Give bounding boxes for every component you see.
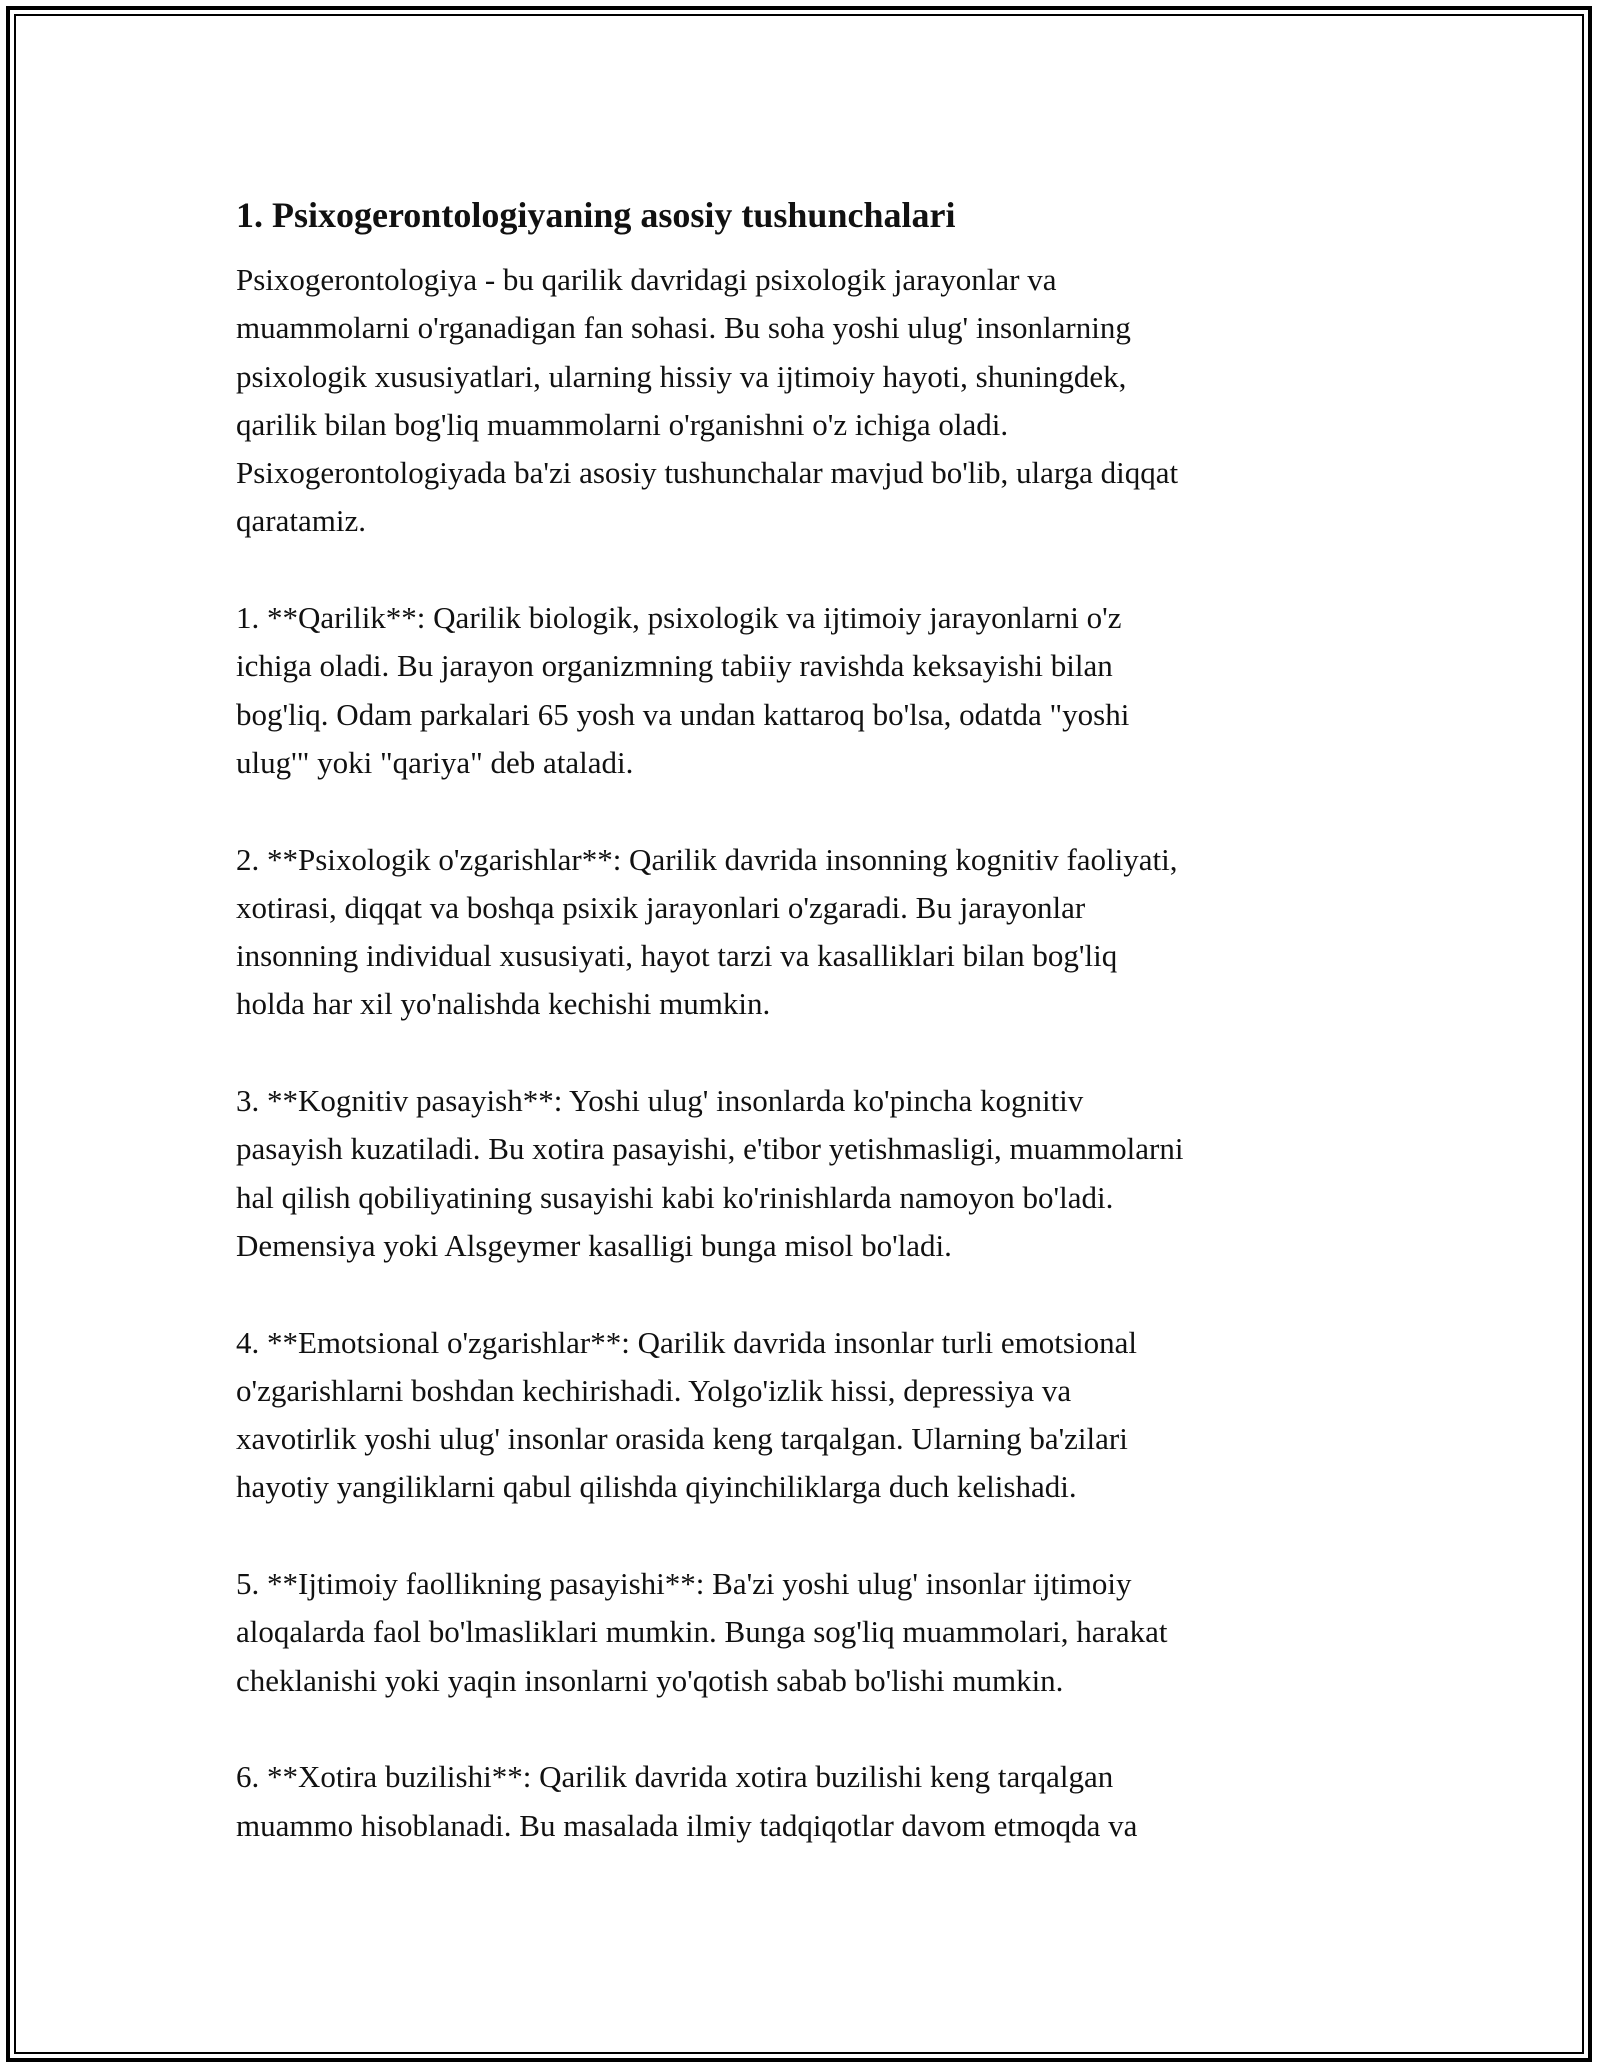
text-line: bog'liq. Odam parkalari 65 yosh va undan kattaroq bo'lsa, odatda "yoshi — [236, 696, 1130, 732]
text-line: o'zgarishlarni boshdan kechirishadi. Yolgo'izlik hissi, depressiya va — [236, 1372, 1072, 1408]
paragraph-item-6 — [236, 1753, 1366, 1850]
paragraph-item-2 — [236, 836, 1366, 1029]
text-line: Psixogerontologiyada ba'zi asosiy tushunchalar mavjud bo'lib, ularga diqqat — [236, 455, 1179, 491]
text-line: 6. **Xotira buzilishi**: Qarilik davrida xotira buzilishi keng tarqalgan — [236, 1759, 1114, 1795]
text-line: muammo hisoblanadi. Bu masalada ilmiy tadqiqotlar davom etmoqda va — [236, 1807, 1138, 1843]
paragraph-intro — [236, 256, 1366, 546]
text-line: hayotiy yangiliklarni qabul qilishda qiyinchiliklarga duch kelishadi. — [236, 1469, 1077, 1505]
text-line: aloqalarda faol bo'lmasliklari mumkin. Bunga sog'liq muammolari, harakat — [236, 1614, 1168, 1650]
paragraph-item-1 — [236, 594, 1366, 787]
text-line: 5. **Ijtimoiy faollikning pasayishi**: Ba'zi yoshi ulug' insonlar ijtimoiy — [236, 1566, 1132, 1602]
text-line: xotirasi, diqqat va boshqa psixik jarayonlari o'zgaradi. Bu jarayonlar — [236, 889, 1086, 925]
text-line: ulug'" yoki "qariya" deb ataladi. — [236, 744, 634, 780]
text-line: hal qilish qobiliyatining susayishi kabi ko'rinishlarda namoyon bo'ladi. — [236, 1179, 1114, 1215]
paragraph-item-4 — [236, 1319, 1366, 1512]
text-line: 1. **Qarilik**: Qarilik biologik, psixologik va ijtimoiy jarayonlarni o'z — [236, 600, 1122, 636]
document-title: 1. Psixogerontologiyaning asosiy tushunchalari — [236, 195, 956, 235]
text-line: insonning individual xususiyati, hayot tarzi va kasalliklari bilan bog'liq — [236, 938, 1118, 974]
text-line: 3. **Kognitiv pasayish**: Yoshi ulug' insonlarda ko'pincha kognitiv — [236, 1083, 1084, 1119]
paragraph-item-5 — [236, 1560, 1366, 1705]
text-line: Psixogerontologiya - bu qarilik davridagi psixologik jarayonlar va — [236, 262, 1057, 297]
text-line: psixologik xususiyatlari, ularning hissiy va ijtimoiy hayoti, shuningdek, — [236, 358, 1127, 394]
text-line: qarilik bilan bog'liq muammolarni o'rganishni o'z ichiga oladi. — [236, 406, 1009, 442]
text-line: ichiga oladi. Bu jarayon organizmning tabiiy ravishda keksayishi bilan — [236, 648, 1113, 684]
text-line: muammolarni o'rganadigan fan sohasi. Bu soha yoshi ulug' insonlarning — [236, 310, 1131, 346]
text-line: pasayish kuzatiladi. Bu xotira pasayishi, e'tibor yetishmasligi, muammolarni — [236, 1131, 1184, 1167]
text-line: qaratamiz. — [236, 503, 366, 539]
text-line: xavotirlik yoshi ulug' insonlar orasida keng tarqalgan. Ularning ba'zilari — [236, 1421, 1128, 1457]
paragraph-item-3 — [236, 1077, 1366, 1270]
text-line: Demensiya yoki Alsgeymer kasalligi bunga misol bo'ladi. — [236, 1227, 952, 1263]
text-line: 2. **Psixologik o'zgarishlar**: Qarilik davrida insonning kognitiv faoliyati, — [236, 841, 1178, 877]
text-line: 4. **Emotsional o'zgarishlar**: Qarilik davrida insonlar turli emotsional — [236, 1324, 1137, 1360]
text-line: holda har xil yo'nalishda kechishi mumkin. — [236, 986, 771, 1022]
text-line: cheklanishi yoki yaqin insonlarni yo'qotish sabab bo'lishi mumkin. — [236, 1662, 1064, 1698]
document-body — [236, 188, 1366, 1898]
